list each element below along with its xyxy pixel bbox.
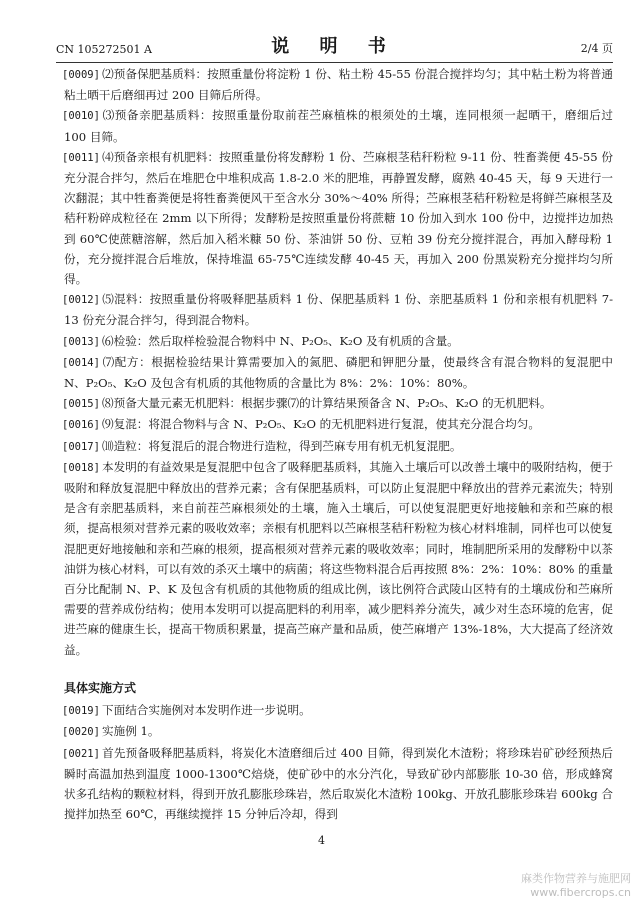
paragraph-text: ⑹检验：然后取样检验混合物料中 N、P₂O₅、K₂O 及有机质的含量。 [102,333,459,348]
paragraph [64,414,613,435]
paragraph [64,393,613,414]
paragraph-text: ⑽造粒：将复混后的混合物进行造粒，得到苎麻专用有机无机复混肥。 [102,438,462,453]
watermark-url: www.fibercrops.cn [530,886,631,899]
paragraph-text: ⑵预备保肥基质料：按照重量份将淀粉 1 份、粘土粉 45-55 份混合搅拌均匀；其中粘土粉为将普通粘土晒干后磨细再过 200 目筛后所得。 [64,67,613,103]
paragraph-number: [0011] [62,151,100,164]
paragraph-number: [0017] [62,440,100,453]
paragraph-text: ⑶预备亲肥基质料：按照重量份取前茬苎麻植株的根须处的土壤，连同根须一起晒干，磨细后过 100 目筛。 [64,108,613,144]
paragraph-text: 本发明的有益效果是复混肥中包含了吸释肥基质料，其施入土壤后可以改善土壤中的吸附结构，便于吸附和释放复混肥中释放出的营养元素；含有保肥基质料，可以防止复混肥中释放出的营养元素流失；特别是含有亲肥基质料，来自前茬苎麻根须处的土壤，施入土壤后，可以使复混肥更好地接触和亲和苎麻的根须，提高根须对营养元素的吸收效率；亲根有机肥料以苎麻根茎秸秆粉粒为核心材料堆制，同样也可以使复混肥更好地接触和亲和苎麻的根须，提高根须对营养元素的吸收效率；同时，堆制肥所采用的发酵粉中以茶油饼为核心材料，可以有效的杀灭土壤中的病菌；将这些物料混合后再按照 8%：2%：10%：80% 的重量百分比配制 N、P、K 及包含有机质的其他物质的组成比例，该比例符合武陵山区特有的土壤成份和苎麻所需要的营养成份结构；使用本发明可以提高肥料的利用率，减少肥料养分流失，减少对生态环境的危害，促进苎麻的健康生长，提高干物质积累量，提高苎麻产量和品质，使苎麻增产 13%-18%，大大提高了经济效益。 [64,459,613,657]
paragraph [64,64,613,105]
paragraph [64,352,613,393]
watermark [521,872,631,900]
paragraph-text: ⑸混料：按照重量份将吸释肥基质料 1 份、保肥基质料 1 份、亲肥基质料 1 份和亲根有机肥料 7-13 份充分混合拌匀，得到混合物料。 [64,292,613,328]
paragraph [64,331,613,352]
document-body [64,64,613,824]
paragraph-number: [0012] [62,294,100,307]
paragraph-text: 实施例 1。 [102,724,160,739]
paragraph [64,436,613,457]
paragraph-number: [0020] [62,726,100,739]
paragraph [64,721,613,742]
paragraph [64,700,613,721]
paragraph-number: [0015] [62,398,100,411]
paragraph-number: [0010] [62,110,100,123]
paragraph-number: [0019] [62,705,100,718]
page-header [56,36,613,63]
paragraph-number: [0016] [62,419,100,432]
section-heading: 具体实施方式 [64,680,137,695]
page-of-indicator: 2/4 页 [580,42,613,55]
paragraph-text: 下面结合实施例对本发明作进一步说明。 [102,703,311,718]
paragraph-text: ⑺配方：根据检验结果计算需要加入的氮肥、磷肥和钾肥分量，使最终含有混合物料的复混肥中 N、P₂O₅、K₂O 及包含有机质的其他物质的含量比为 8%：2%：10%：80%。 [64,354,613,391]
patent-number: CN 105272501 A [56,43,152,56]
paragraph-text: ⑷预备亲根有机肥料：按照重量份将发酵粉 1 份、苎麻根茎秸秆粉粒 9-11 份、牲畜粪便 45-55 份充分混合拌匀，然后在堆肥仓中堆积成高 1.8-2.0 米的肥堆，再静置发酵，腐熟 40-45 天，每 9 天进行一次翻混；其中牲畜粪便是将牲畜粪便风干至含水分 30%～40% 所得；苎麻根茎秸秆粉粒是将鲜苎麻根茎及秸秆粉碎成粒径在 2mm 以下所得；发酵粉是按照重量份将蔗糖 10 份加入到水 100 份中，边搅拌边加热到 60℃使蔗糖溶解，然后加入稻米糠 50 份、茶油饼 50 份、豆粕 39 份充分搅拌混合，再加入酵母粉 1 份，充分搅拌混合后堆放，保持堆温 65-75℃连续发酵 40-45 天，再加入 200 份黑炭粉充分搅拌均匀所得。 [64,149,613,287]
paragraph-number: [0013] [62,335,100,348]
paragraph-number: [0021] [62,747,100,760]
paragraph-number: [0009] [62,69,100,81]
paragraph [64,289,613,330]
paragraph [64,105,613,146]
page-number: 4 [318,834,325,847]
paragraph-text: ⑼复混：将混合物料与含 N、P₂O₅、K₂O 的无机肥料进行复混，使其充分混合均匀。 [102,417,540,432]
paragraph [64,147,613,289]
paragraph [64,743,613,825]
paragraph-number: [0014] [62,356,100,369]
document-title: 说 明 书 [271,36,398,57]
paragraph-text: 首先预备吸释肥基质料，将炭化木渣磨细后过 400 目筛，得到炭化木渣粉；将珍珠岩矿砂经预热后瞬时高温加热到温度 1000-1300℃焙烧，使矿砂中的水分汽化，导致矿砂内部膨胀 10-30 倍，形成蜂窝状多孔结构的颗粒材料，得到开放孔膨胀珍珠岩，然后取炭化木渣粉 100kg、开放孔膨胀珍珠岩 600kg 合搅拌加热至 60℃，再继续搅拌 15 分钟后冷却，得到 [64,745,613,822]
paragraph-list [64,64,613,660]
paragraph-number: [0018] [62,461,100,474]
paragraph-text: ⑻预备大量元素无机肥料：根据步骤⑺的计算结果预备含 N、P₂O₅、K₂O 的无机肥料。 [102,396,552,411]
paragraph-list-2 [64,700,613,824]
paragraph [64,457,613,660]
watermark-site-name: 麻类作物营养与施肥网 [521,872,631,885]
